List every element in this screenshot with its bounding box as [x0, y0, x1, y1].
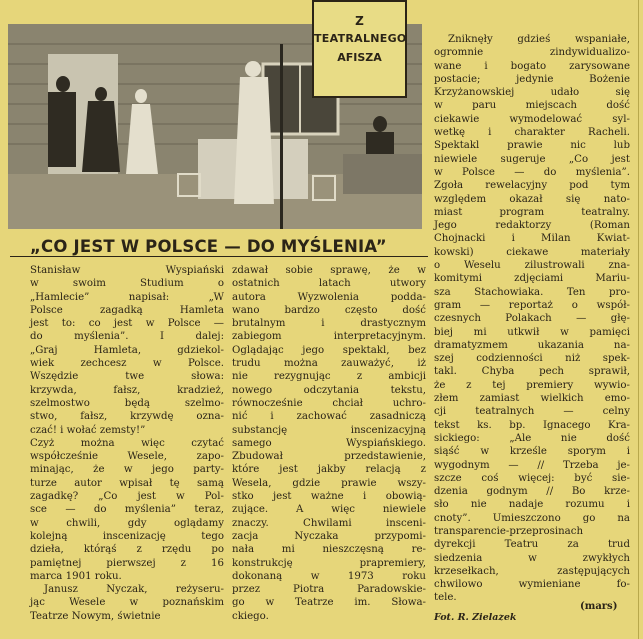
article-line: pamiętnej pierwszej z 16	[30, 557, 224, 569]
article-line: Spektakl prawie nic lub	[434, 140, 630, 152]
article-line: Chojnacki i Milan Kwiat-	[434, 233, 630, 245]
photo-credit: Fot. R. Zielazek	[434, 612, 517, 623]
article-line: Teatrze Nowym, świetnie	[30, 610, 161, 622]
article-line: Stanisław Wyspiański	[30, 265, 224, 276]
article-line: Oglądając jego spektakl, bez	[232, 344, 426, 356]
article-line: sło nie nadaje rozumu i	[434, 499, 630, 511]
article-line: czać! i wołać zemsty!”	[30, 424, 146, 436]
article-line: brutalnym i drastycznym	[232, 318, 426, 330]
article-line: dyrekcji Teatru za trud	[434, 539, 630, 551]
article-line: o Weselu zilustrowali zna-	[434, 260, 630, 272]
article-line: szej codzienności niż spek-	[434, 353, 630, 365]
article-line: czesnych Polakach — głę-	[434, 313, 630, 325]
article-line: wano bardzo często dość	[232, 304, 426, 316]
article-line: że z tej premiery wywio-	[434, 379, 630, 391]
article-line: gram — reportaż o współ-	[434, 299, 630, 311]
article-line: w Polsce — do myślenia”.	[434, 166, 630, 178]
article-column-3	[434, 33, 630, 605]
article-line: w paru miejscach dość	[434, 100, 630, 112]
article-column-1	[30, 264, 224, 623]
article-line: nała mi nieszczęsną re-	[232, 544, 426, 556]
article-line: biej mi utkwił w pamięci	[434, 326, 630, 338]
article-line: kolejną inscenizację tego	[30, 530, 224, 542]
article-line: znaczy. Chwilami insceni-	[232, 517, 426, 529]
article-line: względem okazał się nato-	[434, 193, 630, 205]
article-line: Czyż można więc czytać	[30, 437, 224, 449]
article-line: złem zamiast wielkich emo-	[434, 393, 630, 405]
article-line: minając, że w jego party-	[30, 464, 224, 476]
article-line: stwo, fałsz, krzywdę ozna-	[30, 411, 224, 423]
article-line: trudu można zauważyć, iż	[232, 358, 426, 370]
article-line: zujące. A więc niewiele	[232, 504, 426, 516]
rubric-line1: Z	[355, 14, 364, 28]
article-line: miast program teatralny.	[434, 206, 630, 218]
article-line: Jego redaktorzy (Roman	[434, 220, 630, 232]
article-line: jest to: co jest w Polsce —	[30, 318, 224, 330]
article-line: Wszędzie twe słowa:	[30, 371, 224, 383]
article-line: zagadkę? „Co jest w Pol-	[30, 491, 224, 503]
article-line: autora Wyzwolenia podda-	[232, 291, 426, 303]
article-line: postacie; jedynie Bożenie	[434, 73, 630, 85]
article-line: współcześnie Wesele, zapo-	[30, 451, 224, 463]
article-line: zacja Nyczaka przypomi-	[232, 530, 426, 542]
article-line: Polsce zagadką Hamleta	[30, 304, 224, 316]
article-line: szcze coś więcej: być sie-	[434, 472, 630, 484]
article-line: równocześnie chciał uchro-	[232, 397, 426, 409]
article-line: transparencie-przeprosinach	[434, 525, 584, 537]
article-line: przez Piotra Paradowskie-	[232, 584, 426, 596]
article-line: chwilowo wymieniane fo-	[434, 579, 630, 591]
article-line: ostatnich latach utwory	[232, 278, 426, 290]
rubric-line2: TEATRALNEGO	[314, 32, 407, 45]
article-line: Wesela, gdzie prawie wszy-	[232, 477, 426, 489]
article-line: konstrukcję prapremiery,	[232, 557, 426, 569]
rubric-box	[312, 0, 407, 98]
article-line: Krzyżanowskiej udało się	[434, 87, 630, 99]
article-line: cnoty”. Umieszczono go na	[434, 512, 630, 524]
article-line: Zgoła rewelacyjny pod tym	[434, 180, 630, 192]
page-edge	[638, 0, 639, 639]
article-line: do myślenia”. I dalej:	[30, 331, 224, 343]
article-line: ogromnie zindywidualizo-	[434, 47, 630, 59]
article-line: „Graj Hamleta, gdziekol-	[30, 344, 224, 356]
article-line: turze autor wpisał tę samą	[30, 477, 224, 489]
article-line: Zbudował przedstawienie,	[232, 451, 426, 463]
article-line: samego Wyspiańskiego.	[232, 437, 426, 449]
article-line: kowski) ciekawe materiały	[434, 246, 630, 258]
article-headline: „CO JEST W POLSCE — DO MYŚLENIA”	[30, 237, 387, 256]
article-line: ciekawie wymodelować syl-	[434, 113, 630, 125]
article-line: które jest jakby relacją z	[232, 464, 426, 476]
article-line: sza Stachowiaka. Ten pro-	[434, 286, 630, 298]
article-line: zabiegom interpretacyjnym.	[232, 331, 426, 343]
article-line: wygodnym — // Trzeba je-	[434, 459, 630, 471]
article-line: w swoim Studium o	[30, 278, 224, 290]
article-line: substancję inscenizacyjną	[232, 424, 426, 436]
article-line: wiek zechcesz w Polsce.	[30, 358, 224, 370]
article-line: krzywda, fałsz, kradzież,	[30, 384, 224, 396]
article-line: krzesełkach, zastępujących	[434, 565, 630, 577]
article-line: cji teatralnych — celny	[434, 406, 630, 418]
article-line: nie rezygnując z ambicji	[232, 371, 426, 383]
article-line: dramatyzmem ukazania na-	[434, 339, 630, 351]
article-line: jąc Wesele w poznańskim	[30, 597, 224, 609]
headline-rule	[10, 256, 428, 257]
article-line: „Hamlecie” napisał: „W	[30, 291, 224, 303]
article-line: tekst ks. bp. Ignacego Kra-	[434, 419, 630, 431]
article-column-2	[232, 264, 426, 623]
rubric-line3: AFISZA	[337, 51, 382, 64]
article-line: sickiego: „Ale nie dość	[434, 432, 630, 444]
article-line: marca 1901 roku.	[30, 570, 122, 582]
article-line: wane i bogato zarysowane	[434, 60, 630, 72]
article-line: tele.	[434, 592, 457, 604]
article-line: szelmostwo będą szelmo-	[30, 397, 224, 409]
article-line: stko jest ważne i obowią-	[232, 491, 426, 503]
article-line: sce — do myślenia” teraz,	[30, 504, 224, 516]
article-line: siąść w krześle sporym i	[434, 446, 630, 458]
article-line: nowego odczytania tekstu,	[232, 384, 426, 396]
article-line: w chwili, gdy oglądamy	[30, 517, 224, 529]
article-line: dzieła, którąś z rzędu po	[30, 544, 224, 556]
article-line: niewiele sugeruje „Co jest	[434, 153, 630, 165]
article-line: siedzenia w zwykłych	[434, 552, 630, 564]
article-line: Zniknęły gdzieś wspaniałe,	[448, 34, 630, 45]
author-signature: (mars)	[580, 601, 618, 612]
article-line: nić i zachować zasadniczą	[232, 411, 426, 423]
article-line: wetkę i charakter Racheli.	[434, 127, 630, 139]
article-line: dzenia godnym // Bo krze-	[434, 486, 630, 498]
article-line: dokonaną w 1973 roku	[232, 570, 426, 582]
article-line: go w Teatrze im. Słowa-	[232, 597, 426, 609]
article-line: zdawał sobie sprawę, że w	[232, 265, 426, 276]
article-line: Janusz Nyczak, reżyseru-	[44, 584, 224, 596]
article-line: takl. Chyba pech sprawił,	[434, 366, 630, 378]
article-line: komitymi zdjęciami Mariu-	[434, 273, 630, 285]
article-line: ckiego.	[232, 610, 269, 622]
